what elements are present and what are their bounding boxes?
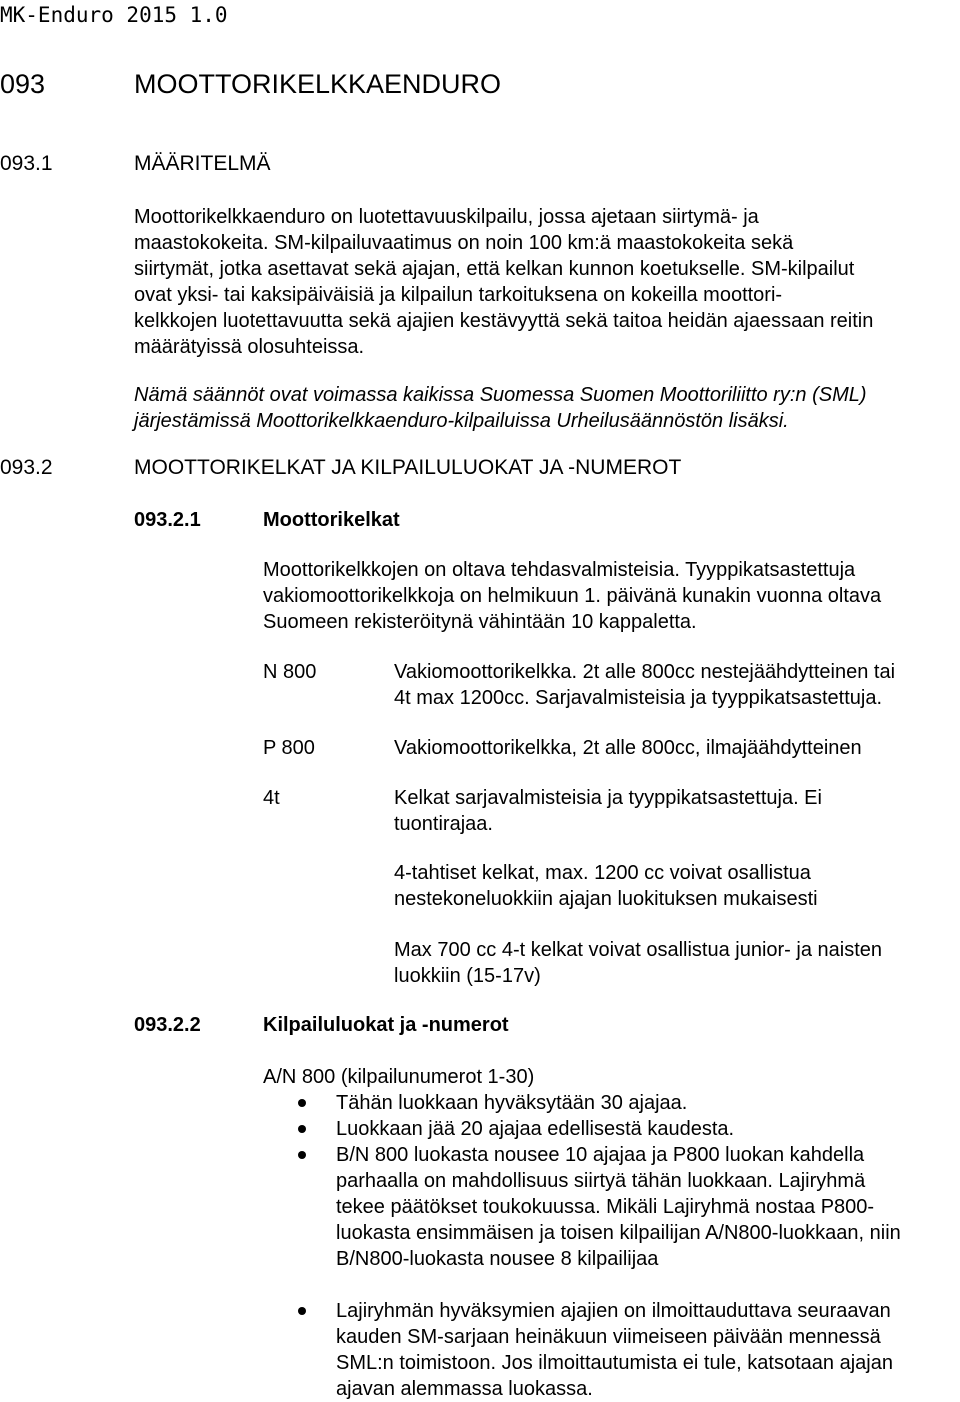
list-item: B/N 800 luokasta nousee 10 ajajaa ja P800 luokan kahdella parhaalla on mahdollisuus siirtyä tähän luokkaan. Lajiryhmä tekee päätökset toukokuussa. Mikäli Lajiryhmä nostaa P800- luokasta ensimmäisen ja toisen kilpailijan A/N800-luokkaan, niin B/N800-luokasta nousee 8 kilpailijaa xyxy=(300,1142,901,1272)
chapter-title: MOOTTORIKELKKAENDURO xyxy=(134,69,502,99)
definition-paragraph: Moottorikelkkaenduro on luotettavuuskilpailu, jossa ajetaan siirtymä- ja maastokokeita. SM-kilpailuvaatimus on noin 100 km:ä maastokokeita sekä siirtymät, jotka asettavat sekä ajajan, että kelkan kunnon koetukselle. SM-kilpailut ovat yksi- tai kaksipäiväisiä ja kilpailun tarkoituksena on kokeilla moottori- kelkkojen luotettavuutta sekä ajajien kestävyyttä sekä taitoa heidän ajaessaan reitin määrätyissä olosuhteissa. xyxy=(134,206,874,358)
class-code-4t: 4t xyxy=(263,787,280,809)
class-code-p800: P 800 xyxy=(263,737,315,759)
chapter-number: 093 xyxy=(0,69,46,99)
class-desc-p800: Vakiomoottorikelkka, 2t alle 800cc, ilmajäähdytteinen xyxy=(394,737,862,759)
subsection-title: Kilpailuluokat ja -numerot xyxy=(263,1014,509,1036)
bullet-icon xyxy=(298,1125,306,1133)
section-title: MOOTTORIKELKAT JA KILPAILULUOKAT JA -NUMEROT xyxy=(134,456,682,479)
class-code-n800: N 800 xyxy=(263,661,317,683)
subsection-title: Moottorikelkat xyxy=(263,509,400,531)
junior-note: Max 700 cc 4-t kelkat voivat osallistua junior- ja naisten luokkiin (15-17v) xyxy=(394,939,883,987)
snowmobile-requirements: Moottorikelkkojen on oltava tehdasvalmisteisia. Tyyppikatsastettuja vakiomoottorikelkkoja on helmikuun 1. päivänä kunakin vuonna oltava Suomeen rekisteröitynä vähintään 10 kappaletta. xyxy=(263,559,882,633)
scope-note: Nämä säännöt ovat voimassa kaikissa Suomessa Suomen Moottoriliitto ry:n (SML) järjestämissä Moottorikelkkaenduro-kilpailuissa Urheilusäännöstön lisäksi. xyxy=(134,384,867,432)
list-item: Tähän luokkaan hyväksytään 30 ajajaa. xyxy=(300,1090,901,1116)
rules-list xyxy=(300,1090,901,1402)
list-item: Lajiryhmän hyväksymien ajajien on ilmoittauduttava seuraavan kauden SM-sarjaan heinäkuun viimeiseen päivään mennessä SML:n toimistoon. Jos ilmoittautumista ei tule, katsotaan ajajan ajavan alemmassa luokassa. xyxy=(300,1298,901,1402)
section-title: MÄÄRITELMÄ xyxy=(134,152,271,175)
bullet-icon xyxy=(298,1151,306,1159)
class-desc-4t: Kelkat sarjavalmisteisia ja tyyppikatsastettuja. Ei tuontirajaa. xyxy=(394,787,822,835)
subsection-number: 093.2.2 xyxy=(134,1014,201,1036)
list-item: Luokkaan jää 20 ajajaa edellisestä kaudesta. xyxy=(300,1116,901,1142)
section-number: 093.2 xyxy=(0,456,53,479)
section-number: 093.1 xyxy=(0,152,53,175)
bullet-icon xyxy=(298,1307,306,1315)
bullet-icon xyxy=(298,1099,306,1107)
class-desc-n800: Vakiomoottorikelkka. 2t alle 800cc nestejäähdytteinen tai 4t max 1200cc. Sarjavalmisteisia ja tyyppikatsastettuja. xyxy=(394,661,896,709)
class-heading: A/N 800 (kilpailunumerot 1-30) xyxy=(263,1066,535,1088)
subsection-number: 093.2.1 xyxy=(134,509,201,531)
document-version: MK-Enduro 2015 1.0 xyxy=(0,3,228,27)
four-stroke-note: 4-tahtiset kelkat, max. 1200 cc voivat osallistua nestekoneluokkiin ajajan luokituksen mukaisesti xyxy=(394,862,818,910)
